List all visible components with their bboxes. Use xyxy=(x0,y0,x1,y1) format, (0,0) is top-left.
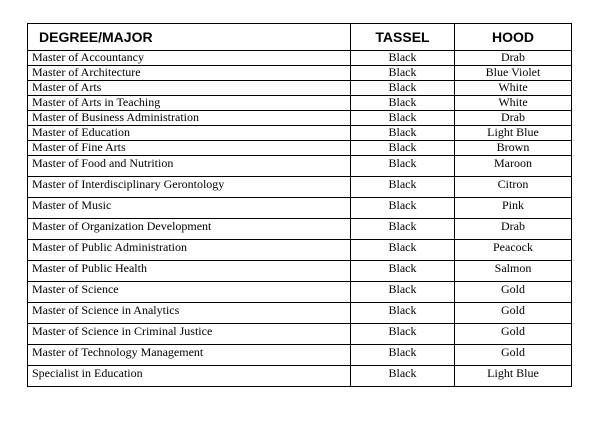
tassel-cell: Black xyxy=(351,96,455,111)
table-row xyxy=(28,51,572,66)
table-row xyxy=(28,111,572,126)
table-row xyxy=(28,81,572,96)
hood-cell: Drab xyxy=(455,219,572,240)
degree-cell: Master of Food and Nutrition xyxy=(28,156,351,177)
hood-cell: Maroon xyxy=(455,156,572,177)
tassel-cell: Black xyxy=(351,324,455,345)
table-row xyxy=(28,96,572,111)
table-row xyxy=(28,156,572,177)
hood-cell: Gold xyxy=(455,345,572,366)
hood-cell: Blue Violet xyxy=(455,66,572,81)
hood-cell: Pink xyxy=(455,198,572,219)
tassel-cell: Black xyxy=(351,126,455,141)
hood-cell: Salmon xyxy=(455,261,572,282)
degree-cell: Master of Education xyxy=(28,126,351,141)
degree-cell: Master of Business Administration xyxy=(28,111,351,126)
header-tassel: TASSEL xyxy=(351,24,455,51)
table-row xyxy=(28,126,572,141)
hood-cell: Gold xyxy=(455,324,572,345)
degree-cell: Master of Science xyxy=(28,282,351,303)
header-hood: HOOD xyxy=(455,24,572,51)
hood-cell: Light Blue xyxy=(455,366,572,387)
table-row xyxy=(28,324,572,345)
degree-cell: Master of Public Administration xyxy=(28,240,351,261)
tassel-cell: Black xyxy=(351,303,455,324)
degree-cell: Master of Science in Criminal Justice xyxy=(28,324,351,345)
table-row xyxy=(28,240,572,261)
table-row xyxy=(28,261,572,282)
table-header xyxy=(28,24,572,51)
tassel-cell: Black xyxy=(351,81,455,96)
hood-cell: Drab xyxy=(455,111,572,126)
hood-cell: Gold xyxy=(455,303,572,324)
tassel-cell: Black xyxy=(351,51,455,66)
table-row xyxy=(28,345,572,366)
degree-cell: Master of Organization Development xyxy=(28,219,351,240)
table-row xyxy=(28,303,572,324)
hood-cell: Drab xyxy=(455,51,572,66)
degree-cell: Master of Fine Arts xyxy=(28,141,351,156)
tassel-cell: Black xyxy=(351,219,455,240)
hood-cell: White xyxy=(455,81,572,96)
tassel-cell: Black xyxy=(351,198,455,219)
tassel-cell: Black xyxy=(351,282,455,303)
table-row xyxy=(28,66,572,81)
hood-cell: Gold xyxy=(455,282,572,303)
hood-cell: Brown xyxy=(455,141,572,156)
regalia-table xyxy=(27,23,572,387)
degree-cell: Master of Accountancy xyxy=(28,51,351,66)
degree-cell: Master of Arts xyxy=(28,81,351,96)
degree-cell: Master of Music xyxy=(28,198,351,219)
tassel-cell: Black xyxy=(351,261,455,282)
degree-cell: Master of Public Health xyxy=(28,261,351,282)
tassel-cell: Black xyxy=(351,177,455,198)
table-row xyxy=(28,198,572,219)
tassel-cell: Black xyxy=(351,66,455,81)
table-row xyxy=(28,219,572,240)
table-row xyxy=(28,366,572,387)
table-row xyxy=(28,282,572,303)
table-body xyxy=(28,51,572,387)
header-row xyxy=(28,24,572,51)
table-row xyxy=(28,177,572,198)
tassel-cell: Black xyxy=(351,345,455,366)
degree-cell: Master of Arts in Teaching xyxy=(28,96,351,111)
table-row xyxy=(28,141,572,156)
hood-cell: Peacock xyxy=(455,240,572,261)
degree-cell: Specialist in Education xyxy=(28,366,351,387)
hood-cell: White xyxy=(455,96,572,111)
tassel-cell: Black xyxy=(351,141,455,156)
tassel-cell: Black xyxy=(351,366,455,387)
tassel-cell: Black xyxy=(351,111,455,126)
tassel-cell: Black xyxy=(351,156,455,177)
hood-cell: Light Blue xyxy=(455,126,572,141)
degree-cell: Master of Architecture xyxy=(28,66,351,81)
hood-cell: Citron xyxy=(455,177,572,198)
tassel-cell: Black xyxy=(351,240,455,261)
degree-cell: Master of Science in Analytics xyxy=(28,303,351,324)
degree-cell: Master of Interdisciplinary Gerontology xyxy=(28,177,351,198)
degree-cell: Master of Technology Management xyxy=(28,345,351,366)
header-degree-major: DEGREE/MAJOR xyxy=(28,24,351,51)
